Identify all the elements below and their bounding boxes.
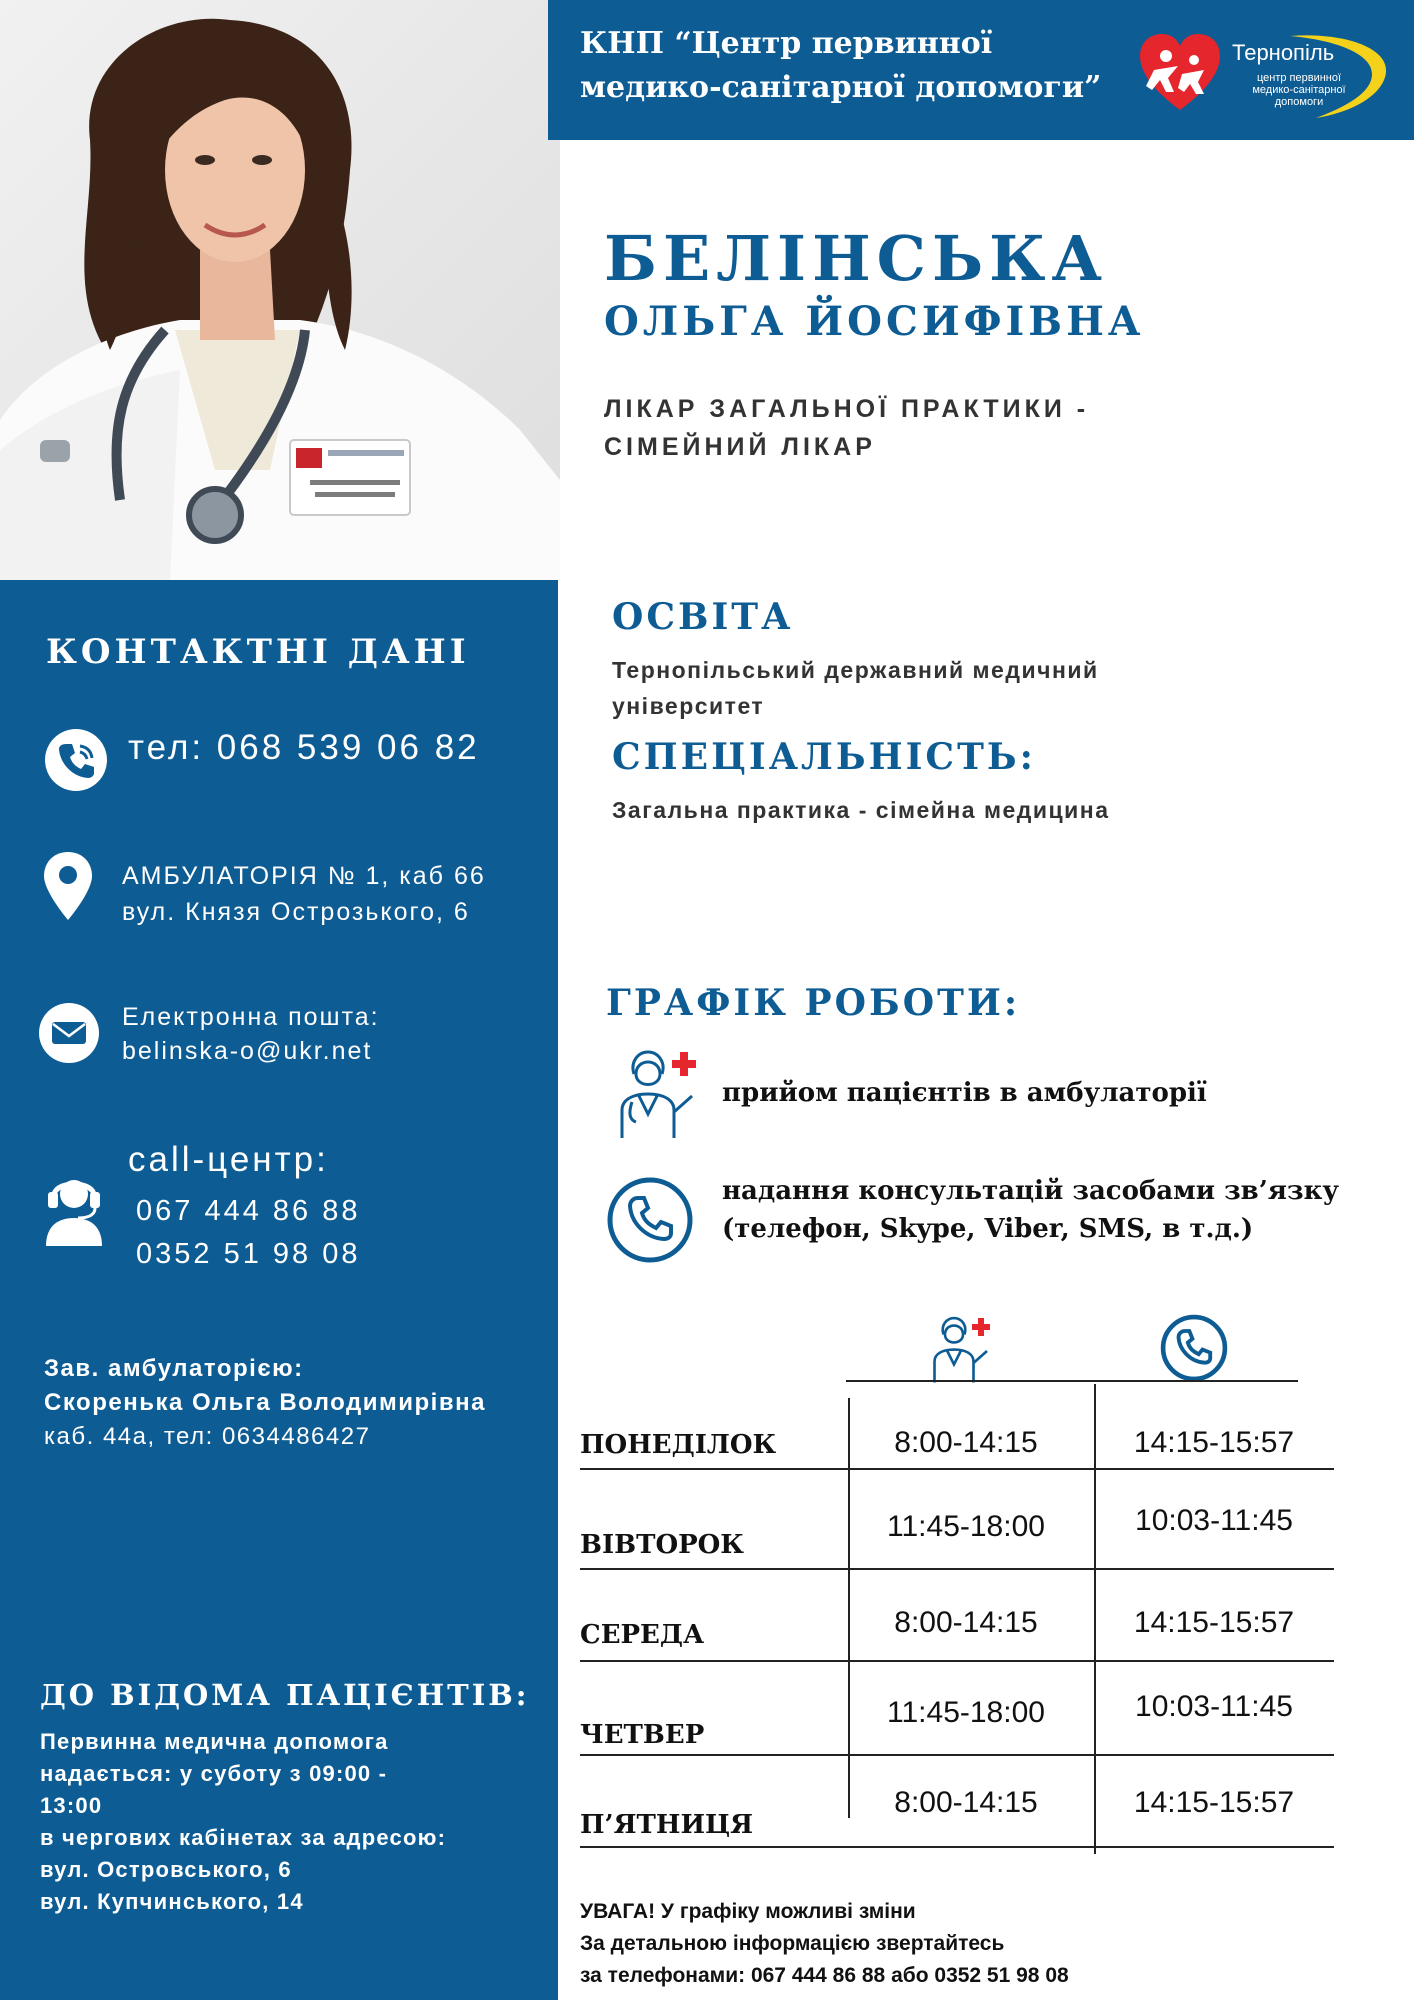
logo-subtitle: центр первинної медико-санітарної допомоги [1252, 72, 1346, 108]
table-row-rule [580, 1846, 1334, 1848]
head-of-clinic-name: Скоренька Ольга Володимирівна [44, 1389, 486, 1416]
email-block [122, 1000, 380, 1068]
specialty-title: СПЕЦІАЛЬНІСТЬ: [612, 736, 1036, 778]
table-reception-hours: 8:00-14:15 [894, 1606, 1038, 1639]
call-center-operator-icon [42, 1172, 106, 1246]
doctor-phone[interactable]: тел: 068 539 06 82 [128, 728, 480, 767]
education-text [612, 652, 1099, 724]
table-day: ВІВТОРОК [580, 1530, 744, 1560]
schedule-consultation-line2: (телефон, Skype, Viber, SMS, в т.д.) [722, 1214, 1254, 1244]
call-center-label: call-центр: [128, 1140, 329, 1179]
table-day: П’ЯТНИЦЯ [580, 1810, 754, 1840]
table-header-reception-icon [924, 1312, 996, 1384]
location-pin-icon [44, 852, 92, 920]
head-of-clinic-label: Зав. амбулаторією: [44, 1355, 304, 1382]
doctor-position [604, 390, 1089, 466]
education-title: ОСВІТА [612, 596, 794, 638]
organization-name-line1: КНП “Центр первинної [580, 26, 993, 61]
table-day: ЧЕТВЕР [580, 1720, 705, 1750]
email-label: Електронна пошта: [122, 1003, 380, 1031]
table-row-rule [580, 1754, 1334, 1756]
patient-notice-line: в чергових кабінетах за адресою: [40, 1825, 447, 1850]
patient-notice-line: вул. Купчинського, 14 [40, 1889, 304, 1914]
table-day: ПОНЕДІЛОК [580, 1430, 777, 1460]
table-row-rule [580, 1568, 1334, 1570]
specialty-text: Загальна практика - сімейна медицина [612, 797, 1110, 823]
schedule-warning [580, 1896, 1069, 1992]
head-of-clinic-details: каб. 44а, тел: 0634486427 [44, 1423, 371, 1450]
warning-line2: За детальною інформацією звертайтесь [580, 1932, 1005, 1955]
phone-consultation-icon [606, 1176, 694, 1264]
table-consult-hours: 14:15-15:57 [1133, 1786, 1295, 1819]
schedule-consultation-line1: надання консультацій засобами зв’язку [722, 1176, 1340, 1206]
education-line1: Тернопільський державний медичний [612, 657, 1099, 683]
warning-line1: УВАГА! У графіку можливі зміни [580, 1900, 916, 1923]
email-icon [38, 1002, 100, 1064]
clinic-address [122, 858, 486, 930]
table-row-rule [580, 1468, 1334, 1470]
contacts-sidebar [0, 580, 558, 2000]
call-center-phone-2[interactable]: 0352 51 98 08 [136, 1238, 361, 1270]
organization-name [580, 22, 1101, 110]
doctor-surname: БЕЛІНСЬКА [604, 222, 1109, 295]
education-line2: університет [612, 693, 765, 719]
patient-notice [40, 1726, 446, 1918]
contacts-title: КОНТАКТНІ ДАНІ [46, 632, 470, 672]
schedule-title: ГРАФІК РОБОТИ: [606, 982, 1021, 1024]
clinic-address-line1: АМБУЛАТОРІЯ № 1, каб 66 [122, 862, 486, 890]
schedule-consultation-label [722, 1172, 1339, 1248]
table-consult-hours: 10:03-11:45 [1135, 1504, 1293, 1537]
logo-city-name: Тернопіль [1232, 40, 1335, 65]
organization-header [548, 0, 1414, 140]
table-header-phone-icon [1160, 1314, 1228, 1382]
patient-notice-title: ДО ВІДОМА ПАЦІЄНТІВ: [40, 1678, 530, 1712]
table-consult-hours: 10:03-11:45 [1135, 1690, 1293, 1723]
head-of-clinic [44, 1352, 486, 1454]
schedule-reception-label: прийом пацієнтів в амбулаторії [722, 1078, 1207, 1108]
doctor-given-names: ОЛЬГА ЙОСИФІВНА [604, 298, 1145, 345]
table-consult-hours: 14:15-15:57 [1133, 1606, 1295, 1639]
table-header-rule [846, 1380, 1298, 1382]
warning-line3: за телефонами: 067 444 86 88 або 0352 51 98 08 [580, 1964, 1069, 1987]
call-center-phone-1[interactable]: 067 444 86 88 [136, 1195, 361, 1227]
doctor-photo [0, 0, 560, 580]
table-day: СЕРЕДА [580, 1620, 705, 1650]
table-consult-hours: 14:15-15:57 [1133, 1426, 1295, 1459]
organization-name-line2: медико-санітарної допомоги” [580, 70, 1102, 105]
doctor-portrait-illustration [0, 0, 560, 580]
doctor-position-line2: СІМЕЙНИЙ ЛІКАР [604, 433, 876, 461]
clinic-address-line2: вул. Князя Острозького, 6 [122, 898, 470, 926]
doctor-reception-icon [608, 1044, 704, 1140]
table-reception-hours: 8:00-14:15 [894, 1426, 1038, 1459]
call-center-phones [136, 1190, 360, 1276]
patient-notice-line: вул. Островського, 6 [40, 1857, 292, 1882]
table-reception-hours: 8:00-14:15 [894, 1786, 1038, 1819]
organization-logo [1140, 30, 1390, 120]
patient-notice-line: Первинна медична допомога [40, 1729, 389, 1754]
table-reception-hours: 11:45-18:00 [887, 1696, 1045, 1729]
patient-notice-line: 13:00 [40, 1793, 103, 1818]
phone-icon [44, 728, 108, 792]
doctor-position-line1: ЛІКАР ЗАГАЛЬНОЇ ПРАКТИКИ - [604, 395, 1090, 423]
table-row-rule [580, 1660, 1334, 1662]
patient-notice-line: надається: у суботу з 09:00 - [40, 1761, 388, 1786]
table-reception-hours: 11:45-18:00 [887, 1510, 1045, 1543]
email-address[interactable]: belinska-o@ukr.net [122, 1037, 373, 1065]
